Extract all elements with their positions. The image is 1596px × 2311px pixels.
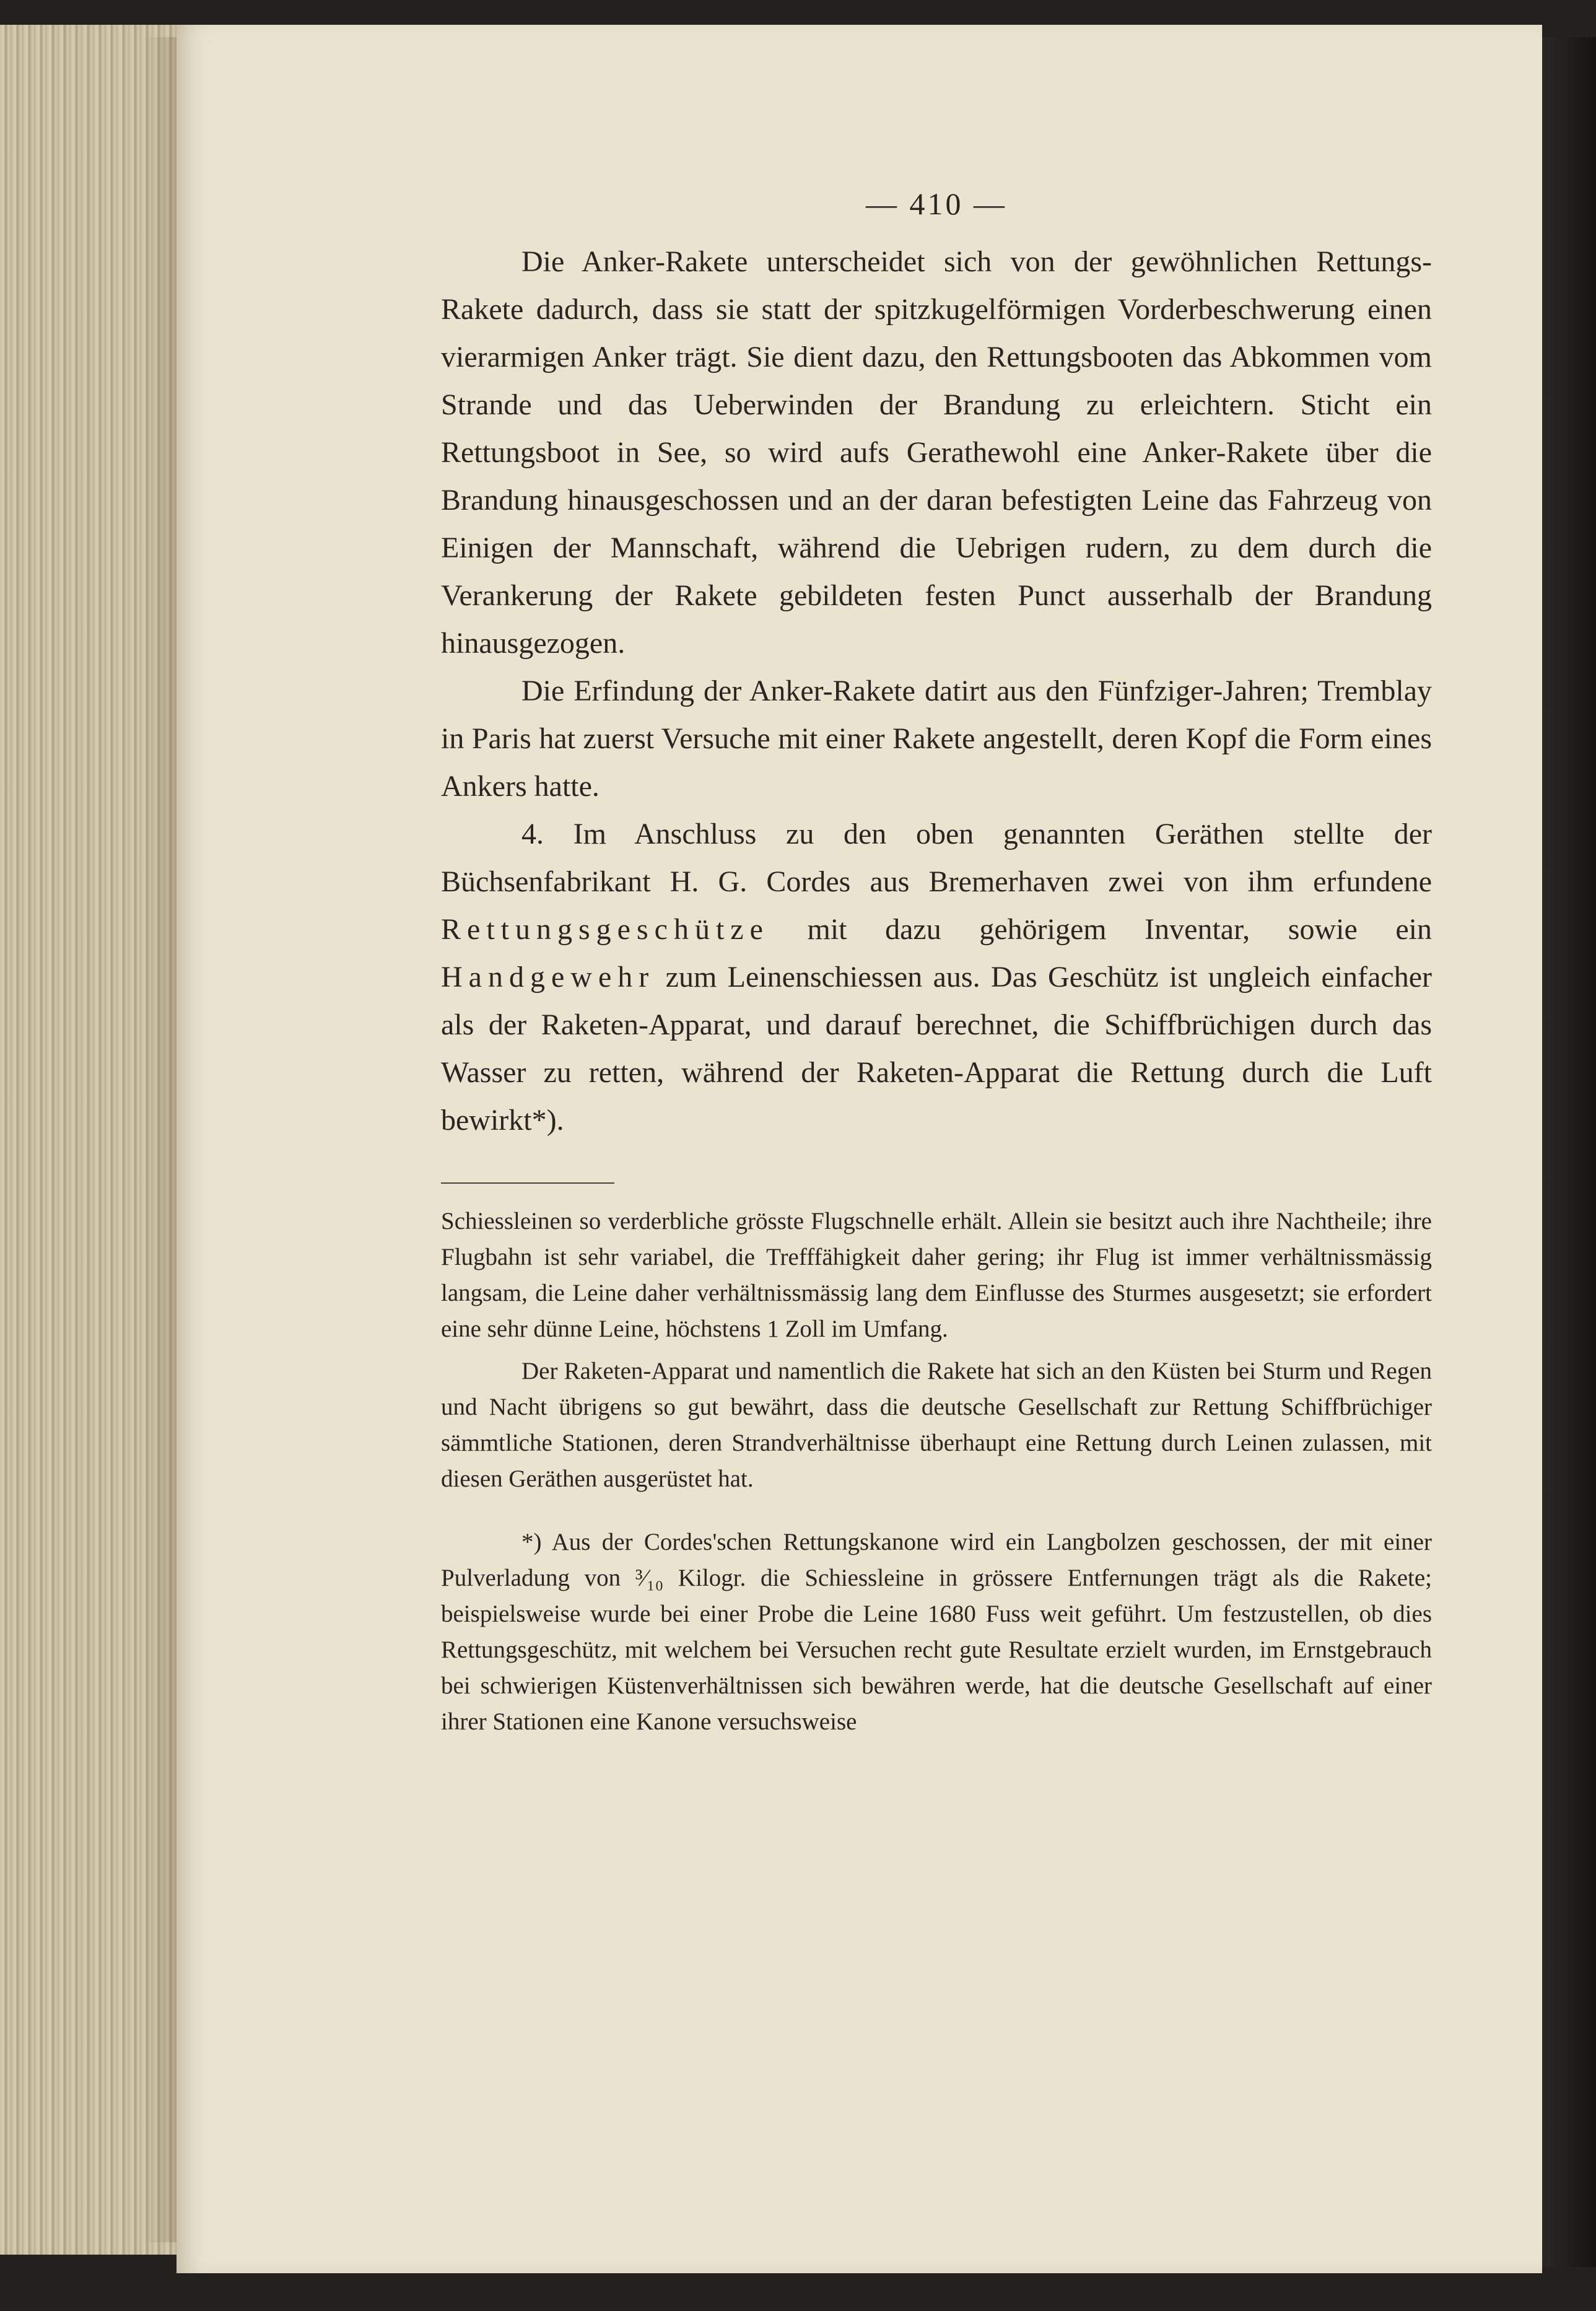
binding-shadow [142,37,180,2242]
term-rettungsgeschuetze: Rettungsgeschütze [441,913,769,946]
footnote-cordes-kanone: *) Aus der Cordes'schen Rettungskanone wird ein Langbolzen geschossen, der mit einer Pulverladung von ³⁄₁₀ Kilogr. die Schiessleine in grössere Entfernungen trägt als die Rakete; beispielsweise wurde bei einer Probe die Leine 1680 Fuss weit geführt. Um festzustellen, ob dies Rettungsgeschütz, mit welchem bei Versuchen recht gute Resultate erzielt wurden, im Ernstgebrauch bei schwierigen Küstenverhältnissen sich bewähren werde, hat die deutsche Gesellschaft auf einer ihrer Stationen eine Kanone versuchsweise [441,1529,1432,1735]
footnote-raketen-apparat: Der Raketen-Apparat und namentlich die Rakete hat sich an den Küsten bei Sturm und Regen und Nacht übrigens so gut bewährt, dass die deutsche Gesellschaft zur Rettung Schiffbrüchiger sämmtliche Stationen, deren Strandverhältnisse überhaupt eine Rettung durch Leinen zulassen, mit diesen Geräthen ausgerüstet hat. [441,1358,1432,1492]
right-margin-dark [1542,37,1596,2267]
footnotes [441,1204,1432,1740]
page-number: — 410 — [866,186,1007,221]
main-text [441,238,1432,1144]
paragraph-cordes [441,810,1432,1144]
term-handgewehr: Handgewehr [441,961,655,994]
paragraph-anker-rakete: Die Anker-Rakete unterscheidet sich von der gewöhnlichen Rettungs-Rakete dadurch, dass sie statt der spitzkugelförmigen Vorderbeschwerung einen vierarmigen Anker trägt. Sie dient dazu, den Rettungsbooten das Abkommen vom Strande und das Ueberwinden der Brandung zu erleichtern. Sticht ein Rettungsboot in See, so wird aufs Gerathewohl eine Anker-Rakete über die Brandung hinausgeschossen und an der daran befestigten Leine das Fahrzeug von Einigen der Mannschaft, während die Uebrigen rudern, zu dem durch die Verankerung der Rakete gebildeten festen Punct ausserhalb der Brandung hinausgezogen. [441,245,1432,660]
paragraph-erfindung: Die Erfindung der Anker-Rakete datirt aus den Fünfziger-Jahren; Tremblay in Paris hat zuerst Versuche mit einer Rakete angestellt, deren Kopf die Form eines Ankers hatte. [441,675,1432,803]
footnote-continuation: Schiessleinen so verderbliche grösste Flugschnelle erhält. Allein sie besitzt auch ihre Nachtheile; ihre Flugbahn ist sehr variabel, die Trefffähigkeit daher gering; ihr Flug ist immer verhältnissmässig langsam, die Leine daher verhältnissmässig lang dem Einflusse des Sturmes ausgesetzt; sie erfordert eine sehr dünne Leine, höchstens 1 Zoll im Umfang. [441,1208,1432,1342]
page-content [441,186,1432,1740]
paragraph-cordes-part3: zum Leinenschiessen aus. Das Geschütz ist ungleich einfacher als der Raketen-Apparat, und darauf berechnet, die Schiffbrüchigen durch das Wasser zu retten, während der Raketen-Apparat die Rettung durch die Luft bewirkt*). [441,961,1432,1137]
footnote-separator [441,1182,614,1184]
paragraph-cordes-part2: mit dazu gehörigem Inventar, sowie ein [769,913,1432,946]
paragraph-cordes-part1: 4. Im Anschluss zu den oben genannten Geräthen stellte der Büchsenfabrikant H. G. Cordes aus Bremerhaven zwei von ihm erfundene [441,818,1432,898]
